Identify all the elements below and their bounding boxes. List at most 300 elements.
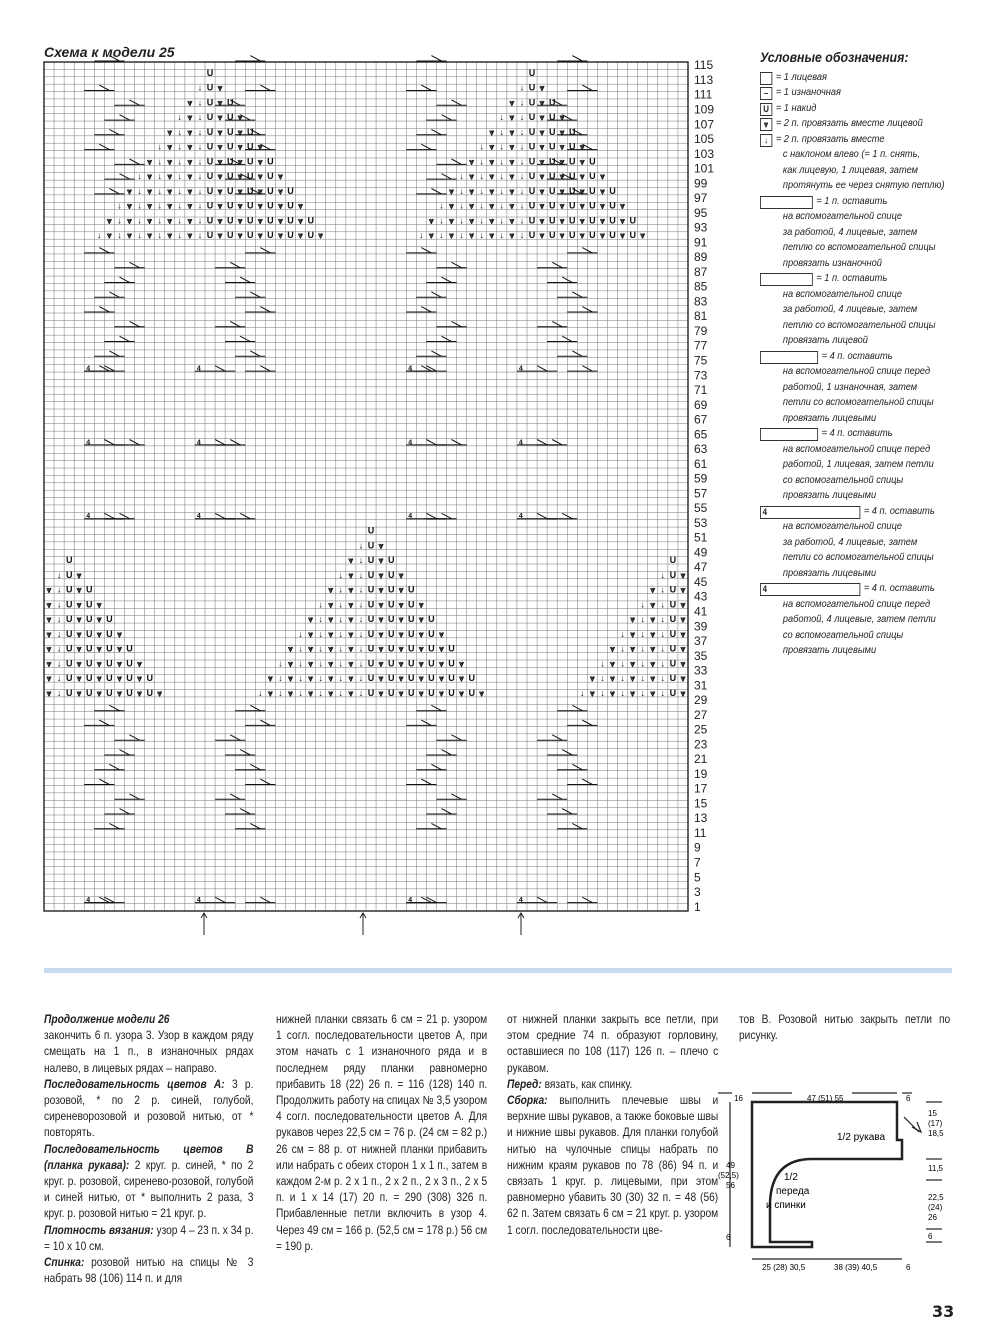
chart-stitch-symbol: ⩔ [378,643,384,654]
chart-stitch-symbol: ⩔ [217,200,223,211]
legend-text: со вспомогательной спицы [782,473,904,486]
row-number: 51 [694,530,708,545]
chart-stitch-symbol: ⩔ [76,569,82,580]
chart-stitch-symbol: U [247,156,254,167]
legend-text: петли со вспомогательной спицы [782,396,934,408]
chart-stitch-symbol: ⩔ [96,628,102,639]
chart-stitch-symbol: U [528,230,536,241]
chart-stitch-symbol: ⩔ [257,185,263,196]
chart-stitch-symbol: U [86,599,93,610]
chart-stitch-symbol: ⩔ [680,673,686,684]
row-number: 31 [694,678,708,693]
chart-stitch-symbol: ⩔ [609,687,616,698]
dim-left: 56 [726,1181,735,1190]
chart-stitch-symbol: U [65,555,73,565]
row-number: 59 [694,471,708,486]
chart-stitch-symbol: ↓ [459,200,464,211]
row-number: 5 [694,870,701,885]
chart-cable-number: 4 [518,513,523,521]
chart-stitch-symbol: ↓ [479,156,484,167]
chart-stitch-symbol: U [448,687,455,698]
chart-stitch-symbol: U [146,687,153,698]
chart-stitch-symbol: ⩔ [599,171,606,182]
chart-stitch-symbol: ⩔ [308,628,314,639]
chart-stitch-symbol: U [287,200,294,211]
chart-stitch-symbol: ⩔ [509,141,515,152]
chart-stitch-symbol: ↓ [640,614,645,625]
chart-stitch-symbol: ⩔ [650,658,656,669]
chart-stitch-symbol: U [206,82,214,93]
chart-stitch-symbol: ↓ [157,230,162,241]
chart-stitch-symbol: ↓ [56,599,62,610]
chart-stitch-symbol: ↓ [157,171,162,182]
chart-stitch-symbol: ⩔ [167,156,173,167]
chart-stitch-symbol: U [106,687,113,698]
legend-text: провязать лицевой [782,334,868,346]
chart-stitch-symbol: U [367,540,375,551]
chart-stitch-symbol: U [247,200,254,211]
chart-stitch-symbol: ⩔ [187,185,193,196]
legend-symbol-icon [760,351,818,364]
chart-stitch-symbol: U [669,584,677,595]
chart-cable-number: 4 [86,513,91,521]
chart-stitch-symbol: ⩔ [448,215,455,226]
chart-stitch-symbol: ⩔ [579,171,585,182]
legend-symbol-icon: ↓ [760,134,772,147]
legend-text: за работой, 4 лицевые, затем [782,303,918,315]
chart-stitch-symbol: ⩔ [680,643,686,654]
paragraph: закончить 6 п. узора 3. Узор в каждом ряду смещать на 1 п., в изнаночных рядах налево, в лицевых рядах – направо. [44,1029,254,1075]
chart-stitch-symbol: ⩔ [509,156,515,167]
legend-text: провязать лицевыми [782,489,877,501]
chart-stitch-symbol: ↓ [358,584,364,595]
chart-cable-symbol [104,366,114,371]
chart-stitch-symbol: ↓ [197,126,203,137]
chart-stitch-symbol: U [569,171,576,182]
paragraph: от нижней планки закрыть все петли, при этом средние 74 п. образуют горловину, оставшиеся по 108 (117) 126 п. – плечо с рукавом. [507,1013,719,1075]
row-number: 109 [694,102,715,117]
chart-stitch-symbol: ↓ [298,687,303,698]
chart-stitch-symbol: U [448,643,455,654]
chart-stitch-symbol: ⩔ [328,673,334,684]
row-number: 81 [694,309,708,324]
chart-stitch-symbol: ⩔ [217,126,223,137]
legend-item [760,349,958,365]
legend-symbol-icon: 4 [760,583,860,596]
chart-stitch-symbol: ↓ [338,658,344,669]
chart-stitch-symbol: ⩔ [257,230,263,241]
row-number: 27 [694,707,708,722]
chart-stitch-symbol: ↓ [479,185,484,196]
chart-stitch-symbol: ↓ [177,171,183,182]
chart-stitch-symbol: ↓ [358,658,364,669]
chart-stitch-symbol: ↓ [137,200,142,211]
chart-stitch-symbol: U [548,185,556,196]
chart-stitch-symbol: ⩔ [489,230,495,241]
row-number: 113 [694,73,714,87]
chart-stitch-symbol: U [206,171,214,182]
chart-stitch-symbol: U [226,156,234,167]
chart-stitch-symbol: ⩔ [448,185,455,196]
chart-stitch-symbol: ⩔ [650,628,656,639]
chart-stitch-symbol: U [387,569,395,580]
chart-stitch-symbol: ⩔ [96,599,102,610]
row-number: 9 [694,840,701,855]
chart-stitch-symbol: ↓ [56,643,62,654]
legend-title: Условные обозначения: [760,49,909,65]
chart-stitch-symbol: ⩔ [187,156,193,167]
legend-item [760,101,958,117]
chart-stitch-symbol: ⩔ [106,230,112,241]
chart-stitch-symbol: ⩔ [398,584,404,595]
chart-stitch-symbol: ↓ [177,185,183,196]
chart-stitch-symbol: U [267,230,274,241]
chart-stitch-symbol: ⩔ [96,658,102,669]
chart-stitch-symbol: ⩔ [489,185,495,196]
chart-stitch-symbol: ↓ [56,687,62,698]
legend-text: как лицевую, 1 лицевая, затем [782,163,919,176]
chart-stitch-symbol: ⩔ [46,673,52,684]
chart-stitch-symbol: ↓ [660,687,666,698]
row-number: 61 [694,456,708,471]
chart-stitch-symbol: U [65,673,73,684]
chart-stitch-symbol: ⩔ [469,156,475,167]
chart-stitch-symbol: U [206,141,214,152]
chart-stitch-symbol: U [106,643,113,654]
legend-text: на вспомогательной спице [782,210,902,222]
chart-stitch-symbol: ⩔ [167,171,173,182]
chart-stitch-symbol: ↓ [620,628,625,639]
chart-stitch-symbol: ⩔ [398,569,404,580]
chart-stitch-symbol: ↓ [660,658,666,669]
chart-stitch-symbol: U [408,673,415,684]
chart-stitch-symbol: ⩔ [559,126,565,137]
text-column-4 [739,1012,950,1044]
row-number: 69 [694,397,708,412]
chart-stitch-symbol: U [65,614,73,625]
chart-stitch-symbol: ⩔ [318,230,324,241]
chart-stitch-symbol: ↓ [479,171,484,182]
chart-stitch-symbol: ⩔ [328,643,334,654]
row-number: 47 [694,560,708,575]
chart-stitch-symbol: ⩔ [469,200,475,211]
chart-stitch-symbol: ⩔ [237,215,243,226]
legend-text: с наклоном влево (= 1 п. снять, [782,148,921,160]
text-column-1 [44,1012,253,1287]
chart-stitch-symbol: U [247,185,254,196]
chart-stitch-symbol: ⩔ [489,126,495,137]
chart-stitch-symbol: ↓ [197,215,203,226]
chart-stitch-symbol: U [548,230,556,241]
chart-stitch-symbol: ⩔ [489,141,495,152]
chart-stitch-symbol: ⩔ [308,614,314,625]
chart-stitch-symbol: ⩔ [599,185,606,196]
chart-stitch-symbol: ⩔ [539,171,545,182]
chart-stitch-symbol: U [287,215,294,226]
chart-cable-number: 4 [408,897,413,905]
chart-stitch-symbol: ⩔ [630,628,636,639]
chart-stitch-symbol: U [408,643,415,654]
chart-stitch-symbol: ↓ [358,555,364,565]
chart-stitch-symbol: ⩔ [187,215,193,226]
chart-stitch-symbol: U [226,97,234,108]
dim-bottom: 38 (39) 40,5 [834,1263,878,1272]
chart-stitch-symbol: ⩔ [217,97,223,108]
row-number: 105 [694,132,715,146]
chart-stitch-symbol: ⩔ [680,584,686,595]
chart-stitch-symbol: ⩔ [509,126,515,137]
chart-stitch-symbol: ⩔ [539,141,545,152]
chart-stitch-symbol: U [629,230,636,241]
dim-left: (52,5) [718,1171,739,1180]
chart-stitch-symbol: ↓ [157,215,162,226]
dim-left: 49 [726,1161,735,1170]
continuation-heading: Продолжение модели 26 [44,1013,170,1026]
chart-stitch-symbol: U [408,628,415,639]
chart-stitch-symbol: U [609,230,616,241]
chart-cable-number: 4 [196,513,201,521]
row-number: 73 [694,368,708,383]
chart-stitch-symbol: ⩔ [126,200,133,211]
chart-stitch-symbol: ⩔ [348,673,354,684]
chart-stitch-symbol: ⩔ [459,658,465,669]
chart-stitch-symbol: ⩔ [328,687,334,698]
chart-stitch-symbol: ↓ [318,673,323,684]
paragraph: вязать, как спинку. [541,1077,633,1091]
chart-stitch-symbol: ⩔ [479,687,485,698]
chart-stitch-symbol: ↓ [479,215,484,226]
row-number: 89 [694,250,708,265]
legend-text: = 1 лицевая [775,70,827,83]
chart-stitch-symbol: ↓ [137,230,142,241]
legend-text: работой, 1 изнаночная, затем [782,380,918,393]
chart-stitch-symbol: ↓ [499,185,505,196]
chart-stitch-symbol: ↓ [117,230,122,241]
chart-stitch-symbol: ⩔ [187,200,193,211]
chart-stitch-symbol: U [548,215,556,226]
chart-stitch-symbol: ⩔ [217,82,223,93]
chart-stitch-symbol: ⩔ [599,230,606,241]
chart-stitch-symbol: ↓ [358,540,364,551]
chart-stitch-symbol: U [609,200,616,211]
row-number: 25 [694,722,708,737]
chart-stitch-symbol: ⩔ [559,171,565,182]
chart-cable-symbol [215,897,225,902]
chart-stitch-symbol: ⩔ [650,673,656,684]
chart-stitch-symbol: U [387,673,395,684]
row-number: 57 [694,486,708,501]
legend-text: = 2 п. провязать вместе лицевой [775,117,923,129]
chart-stitch-symbol: U [126,643,133,654]
dim-right: 22,5 [928,1193,944,1202]
chart-stitch-symbol: U [267,215,274,226]
chart-stitch-symbol: ↓ [117,215,122,226]
chart-stitch-symbol: U [408,687,415,698]
legend-text: на вспомогательной спице перед [782,365,931,377]
chart-stitch-symbol: ⩔ [96,614,102,625]
chart-stitch-symbol: ⩔ [680,569,686,580]
chart-stitch-symbol: ⩔ [599,200,606,211]
chart-stitch-symbol: ⩔ [489,200,495,211]
chart-stitch-symbol: U [287,230,294,241]
row-number: 43 [694,589,708,604]
chart-stitch-symbol: U [387,658,395,669]
chart-stitch-symbol: ⩔ [559,185,565,196]
chart-stitch-symbol: U [387,555,395,565]
body-label: 1/2 [784,1172,798,1183]
chart-stitch-symbol: U [548,141,556,152]
chart-cable-number: 4 [196,439,201,447]
legend-text: = 4 п. оставить [863,504,935,517]
row-number: 23 [694,737,708,752]
chart-stitch-symbol: ↓ [177,112,183,123]
chart-stitch-symbol: ⩔ [579,141,585,152]
chart-stitch-symbol: ⩔ [448,200,455,211]
chart-cable-number: 4 [408,513,413,521]
chart-stitch-symbol: ⩔ [428,215,434,226]
chart-stitch-symbol: ⩔ [277,200,284,211]
paragraph: узор 4 – 23 п. х 34 р. = 10 х 10 см. [44,1223,254,1253]
chart-stitch-symbol: U [528,97,536,108]
chart-stitch-symbol: ⩔ [257,156,263,167]
label: Спинка: [44,1256,85,1270]
chart-stitch-symbol: ⩔ [147,230,153,241]
chart-stitch-symbol: ↓ [177,141,183,152]
chart-cable-symbol [537,897,547,902]
chart-stitch-symbol: ↓ [660,643,666,654]
chart-stitch-symbol: U [106,614,113,625]
legend-symbol-icon [760,72,772,85]
row-number: 11 [694,826,707,840]
chart-stitch-symbol: U [387,614,395,625]
chart-stitch-symbol: ⩔ [579,156,585,167]
chart-stitch-symbol: U [548,126,556,137]
chart-stitch-symbol: ⩔ [438,673,445,684]
chart-stitch-symbol: U [65,687,73,698]
chart-cable-number: 4 [518,439,523,447]
chart-stitch-symbol: ⩔ [96,673,102,684]
legend-item [760,426,958,442]
chart-stitch-symbol: ↓ [56,584,62,595]
chart-stitch-symbol: ⩔ [489,156,495,167]
chart-stitch-symbol: ⩔ [116,628,123,639]
chart-stitch-symbol: ↓ [439,230,444,241]
legend-text: работой, 1 лицевая, затем петли [782,458,934,470]
chart-stitch-symbol: ↓ [278,673,283,684]
chart-stitch-symbol: ⩔ [579,185,585,196]
chart-stitch-symbol: ↓ [338,599,344,610]
dim-right: (17) [928,1119,943,1128]
chart-stitch-symbol: ↓ [660,569,666,580]
chart-stitch-symbol: U [206,185,214,196]
chart-stitch-symbol: U [669,599,677,610]
chart-stitch-symbol: U [408,614,415,625]
legend-item [760,70,958,86]
chart-cable-symbol [215,440,225,445]
dim-right: 11,5 [928,1164,943,1173]
chart-stitch-symbol: U [528,171,536,182]
chart-stitch-symbol: ↓ [358,569,364,580]
chart-stitch-symbol: ↓ [519,126,525,137]
row-number: 77 [694,338,708,353]
chart-stitch-symbol: ⩔ [348,658,354,669]
chart-stitch-symbol: U [448,673,455,684]
chart-stitch-symbol: ⩔ [126,230,133,241]
chart-stitch-symbol: ↓ [358,687,364,698]
chart-stitch-symbol: U [589,156,596,167]
chart-stitch-symbol: ↓ [298,643,303,654]
legend-text: провязать лицевыми [782,411,877,424]
chart-stitch-symbol: ⩔ [348,687,354,698]
chart-stitch-symbol: ⩔ [167,141,173,152]
chart-stitch-symbol: U [448,658,455,669]
chart-stitch-symbol: U [226,185,234,196]
chart-stitch-symbol: U [548,200,556,211]
chart-stitch-symbol: U [65,599,73,610]
chart-stitch-symbol: ⩔ [167,215,173,226]
chart-stitch-symbol: ↓ [358,614,364,625]
chart-stitch-symbol: ⩔ [620,230,626,241]
legend-text: = 1 изнаночная [775,86,841,98]
chart-cable-number: 4 [408,439,413,447]
chart-cable-symbol [104,897,114,902]
chart-stitch-symbol: ⩔ [378,584,384,595]
body-label: переда [776,1186,810,1197]
chart-stitch-symbol: U [65,584,73,595]
legend [760,50,958,659]
chart-stitch-symbol: ↓ [519,185,525,196]
chart-stitch-symbol: ↓ [519,200,525,211]
chart-stitch-symbol: ⩔ [418,628,424,639]
chart-stitch-symbol: ⩔ [217,215,223,226]
legend-text: на вспомогательной спице [782,287,902,300]
chart-stitch-symbol: ↓ [157,156,162,167]
chart-stitch-symbol: U [206,67,214,78]
chart-stitch-symbol: U [206,200,214,211]
chart-stitch-symbol: ↓ [580,687,585,698]
chart-stitch-symbol: U [226,126,234,137]
dim-top-left: 16 [734,1094,743,1103]
chart-stitch-symbol: ⩔ [418,614,424,625]
row-number: 49 [694,545,708,560]
chart-stitch-symbol: ↓ [519,97,525,108]
row-number: 33 [694,663,708,678]
chart-stitch-symbol: U [367,599,375,610]
chart-stitch-symbol: ⩔ [378,658,384,669]
chart-stitch-symbol: U [408,658,415,669]
chart-stitch-symbol: ↓ [137,215,142,226]
chart-stitch-symbol: ⩔ [277,215,284,226]
chart-stitch-symbol: ↓ [519,82,525,93]
chart-stitch-symbol: ⩔ [509,97,515,108]
chart-stitch-symbol: ⩔ [539,156,545,167]
chart-stitch-symbol: ⩔ [298,230,304,241]
chart-stitch-symbol: ↓ [499,126,505,137]
chart-stitch-symbol: U [589,185,596,196]
chart-stitch-symbol: U [569,230,576,241]
dim-right: 15 [928,1109,937,1118]
chart-stitch-symbol: ⩔ [237,171,243,182]
chart-stitch-symbol: ↓ [318,628,323,639]
chart-stitch-symbol: ⩔ [298,200,304,211]
chart-stitch-symbol: U [548,112,556,123]
chart-stitch-symbol: ↓ [459,171,464,182]
chart-stitch-symbol: ⩔ [237,200,243,211]
dim-right: 6 [928,1232,933,1241]
chart-stitch-symbol: ↓ [177,230,183,241]
paragraph: выполнить плечевые швы и верхние швы рукавов, а также боковые швы и нижние швы рукавов. Для планки голубой нитью на чулочные спицы набрать по нижним краям рукавов по 78 (86) 94 п. и связать 1 круг. р. лицевыми, при этом равномерно убавить 30 (30) 32 п. = 48 (56) 62 п. Затем связать 6 см = 21 круг. р. узором 1 согл. последовательности цве- [507,1094,719,1237]
chart-cable-symbol [426,897,436,902]
